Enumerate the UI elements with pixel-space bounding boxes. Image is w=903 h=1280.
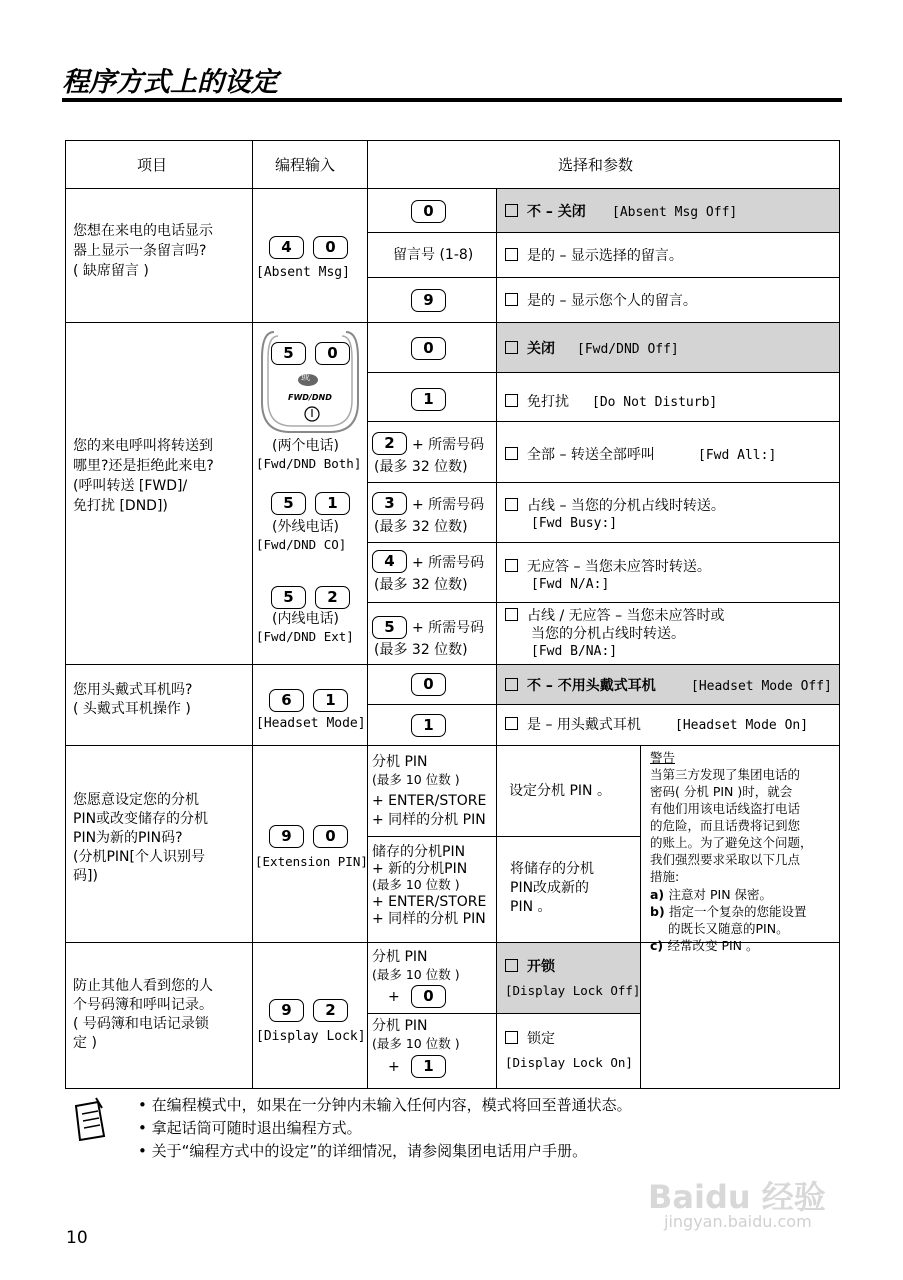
warning-c: c) 经常改变 PIN 。 <box>650 938 759 953</box>
checkbox-icon <box>505 717 518 730</box>
note-line: • 关于“编程方式中的设定”的详细情况，请参阅集团电话用户手册。 <box>138 1142 588 1160</box>
plus-number: + 所需号码 <box>412 437 485 453</box>
max-digits: (最多 32 位数) <box>374 577 468 593</box>
pin-input-line: (最多 10 位数 ) <box>372 772 460 787</box>
key-9: 9 <box>411 289 446 312</box>
key-4: 4 <box>269 236 304 259</box>
code-fwd-bna: [Fwd B/NA:] <box>531 644 618 659</box>
option-lock-on: 锁定 <box>505 1030 555 1048</box>
lock-pin-label: 分机 PIN <box>372 949 428 965</box>
input-msg-number: 留言号 (1-8) <box>393 247 474 263</box>
option-fwd-na: 无应答 – 当您未应答时转送。 <box>505 558 711 576</box>
option-dnd: 免打扰 <box>505 393 569 411</box>
code-display-lock: [Display Lock] <box>256 1029 366 1044</box>
key-3: 3 <box>372 492 407 515</box>
row3-item-line: ( 头戴式耳机操作 ) <box>73 701 191 717</box>
key-0: 0 <box>411 985 446 1008</box>
checkbox-icon <box>505 248 518 261</box>
row4-item-line: 您愿意设定您的分机 <box>73 792 199 808</box>
warning-b-line2: 的既长又随意的PIN。 <box>668 921 789 936</box>
pin-input-line: 分机 PIN <box>372 754 428 770</box>
change-pin-desc: PIN改成新的 <box>510 880 590 896</box>
note-icon <box>68 1096 112 1144</box>
row3-item-line: 您用头戴式耳机吗? <box>73 682 193 698</box>
option-lock-off: 开锁 <box>505 958 555 976</box>
option-fwd-bna: 占线 / 无应答 – 当您未应答时或 <box>505 607 725 625</box>
plus-number: + 所需号码 <box>412 497 485 513</box>
or-label: 或 <box>301 373 311 383</box>
key-0: 0 <box>411 337 446 360</box>
key-5: 5 <box>271 586 306 609</box>
row4-item-line: (分机PIN[个人识别号 <box>73 849 205 865</box>
code-headset: [Headset Mode] <box>256 716 366 731</box>
row5-item-line: 防止其他人看到您的人 <box>73 978 213 994</box>
key-0: 0 <box>411 200 446 223</box>
checkbox-icon <box>505 678 518 691</box>
row4-item-line: 码]) <box>73 868 98 884</box>
warning-a: a) 注意对 PIN 保密。 <box>650 887 773 902</box>
code-fwd-busy: [Fwd Busy:] <box>531 516 618 531</box>
max-digits: (最多 32 位数) <box>374 459 468 475</box>
lock-pin-max: (最多 10 位数 ) <box>372 967 460 982</box>
key-1: 1 <box>411 714 446 737</box>
warning-line: 密码( 分机 PIN )时，就会 <box>650 784 793 799</box>
warning-line: 措施: <box>650 869 680 884</box>
page-title: 程序方式上的设定 <box>62 67 278 98</box>
max-digits: (最多 32 位数) <box>374 642 468 658</box>
ext-label: (内线电话) <box>272 611 339 627</box>
row4-item-line: PIN为新的PIN码? <box>73 830 183 846</box>
checkbox-icon <box>505 608 518 621</box>
checkbox-icon <box>505 204 518 217</box>
code-fwd-off: [Fwd/DND Off] <box>577 342 679 357</box>
title-rule <box>62 98 842 102</box>
warning-b: b) 指定一个复杂的您能设置 <box>650 904 807 919</box>
lock-pin-label: 分机 PIN <box>372 1018 428 1034</box>
plus-sign: + <box>388 1059 400 1075</box>
code-fwd-both: [Fwd/DND Both] <box>256 456 362 471</box>
page-number: 10 <box>66 1228 88 1248</box>
checkbox-icon <box>505 394 518 407</box>
header-input: 编程输入 <box>275 156 336 174</box>
key-5: 5 <box>271 492 306 515</box>
code-fwd-co: [Fwd/DND CO] <box>256 537 347 552</box>
checkbox-icon <box>505 293 518 306</box>
row4-item-line: PIN或改变储存的分机 <box>73 811 209 827</box>
key-5: 5 <box>271 342 306 365</box>
pin-change-line: + 同样的分机 PIN <box>372 911 486 927</box>
key-1: 1 <box>315 492 350 515</box>
header-options: 选择和参数 <box>558 156 634 174</box>
row1-item-line: 您想在来电的电话显示 <box>73 223 213 239</box>
key-2: 2 <box>313 999 348 1022</box>
option-fwd-busy: 占线 – 当您的分机占线时转送。 <box>505 497 725 515</box>
pin-change-line: 储存的分机PIN <box>372 844 466 860</box>
code-lock-on: [Display Lock On] <box>505 1055 633 1070</box>
key-5: 5 <box>372 616 407 639</box>
warning-line: 当第三方发现了集团电话的 <box>650 767 801 782</box>
option-headset-on: 是 – 用头戴式耳机 <box>505 716 641 734</box>
option-fwd-all: 全部 – 转送全部呼叫 <box>505 446 655 464</box>
code-headset-on: [Headset Mode On] <box>675 718 809 733</box>
row2-item-line: (呼叫转送 [FWD]/ <box>73 478 188 494</box>
pin-input-line: + ENTER/STORE <box>372 793 487 809</box>
code-fwd-ext: [Fwd/DND Ext] <box>256 629 354 644</box>
option-show-msg: 是的 – 显示选择的留言。 <box>505 247 683 265</box>
both-label: (两个电话) <box>272 438 339 454</box>
checkbox-icon <box>505 341 518 354</box>
pin-change-line: (最多 10 位数 ) <box>372 877 460 892</box>
key-2: 2 <box>372 432 407 455</box>
warning-heading: 警告 <box>650 750 676 765</box>
option-personal-msg: 是的 – 显示您个人的留言。 <box>505 292 697 310</box>
row1-item-line: ( 缺席留言 ) <box>73 263 149 279</box>
warning-line: 的危险，而且话费将记到您 <box>650 818 801 833</box>
default-cell-lock <box>497 943 640 1013</box>
checkbox-icon <box>505 959 518 972</box>
warning-line: 我们强烈要求采取以下几点 <box>650 852 801 867</box>
row2-item-line: 哪里?还是拒绝此来电? <box>73 458 214 474</box>
key-1: 1 <box>313 689 348 712</box>
code-fwd-na: [Fwd N/A:] <box>531 577 610 592</box>
fwd-dnd-label: FWD/DND <box>288 393 332 402</box>
pin-input-line: + 同样的分机 PIN <box>372 812 486 828</box>
change-pin-desc: 将储存的分机 <box>510 861 594 877</box>
key-9: 9 <box>269 825 304 848</box>
note-line: • 拿起话筒可随时退出编程方式。 <box>138 1119 362 1137</box>
row1-item-line: 器上显示一条留言吗? <box>73 243 207 259</box>
watermark-brand: Baidu 经验 <box>648 1178 826 1216</box>
key-9: 9 <box>269 999 304 1022</box>
code-fwd-all: [Fwd All:] <box>698 448 777 463</box>
row2-item-line: 免打扰 [DND]) <box>73 498 168 514</box>
plus-sign: + <box>388 989 400 1005</box>
code-lock-off: [Display Lock Off] <box>505 983 641 998</box>
key-0: 0 <box>313 825 348 848</box>
code-dnd: [Do Not Disturb] <box>592 395 718 410</box>
key-0: 0 <box>313 236 348 259</box>
co-label: (外线电话) <box>272 519 339 535</box>
checkbox-icon <box>505 498 518 511</box>
key-1: 1 <box>411 388 446 411</box>
pin-change-line: + 新的分机PIN <box>372 861 468 877</box>
warning-line: 的账上。为了避免这个问题， <box>650 835 813 850</box>
key-0: 0 <box>411 673 446 696</box>
row5-item-line: 定 ) <box>73 1035 97 1051</box>
set-pin-desc: 设定分机 PIN 。 <box>509 783 611 799</box>
row5-item-line: 个号码簿和呼叫记录。 <box>73 997 213 1013</box>
max-digits: (最多 32 位数) <box>374 519 468 535</box>
code-extension-pin: [Extension PIN] <box>255 854 368 869</box>
change-pin-desc: PIN 。 <box>510 899 552 915</box>
lock-pin-max: (最多 10 位数 ) <box>372 1036 460 1051</box>
code-headset-off: [Headset Mode Off] <box>691 679 832 694</box>
row5-item-line: ( 号码簿和电话记录锁 <box>73 1016 209 1032</box>
key-4: 4 <box>372 550 407 573</box>
row2-item-line: 您的来电呼叫将转送到 <box>73 438 213 454</box>
option-absent-off: 不 – 关闭 <box>505 203 586 221</box>
code-absent-off: [Absent Msg Off] <box>612 205 738 220</box>
warning-line: 有他们用该电话线盗打电话 <box>650 801 801 816</box>
code-absent-msg: [Absent Msg] <box>256 265 350 280</box>
header-item: 项目 <box>137 156 168 174</box>
pin-change-line: + ENTER/STORE <box>372 894 487 910</box>
key-6: 6 <box>269 689 304 712</box>
option-headset-off: 不 – 不用头戴式耳机 <box>505 677 656 695</box>
option-fwd-off: 关闭 <box>505 340 555 358</box>
checkbox-icon <box>505 447 518 460</box>
checkbox-icon <box>505 1031 518 1044</box>
key-2: 2 <box>315 586 350 609</box>
plus-number: + 所需号码 <box>412 555 485 571</box>
key-0: 0 <box>315 342 350 365</box>
checkbox-icon <box>505 559 518 572</box>
plus-number: + 所需号码 <box>412 620 485 636</box>
option-fwd-bna-line2: 当您的分机占线时转送。 <box>531 626 685 642</box>
watermark-url: jingyan.baidu.com <box>664 1212 812 1231</box>
note-line: • 在编程模式中，如果在一分钟内未输入任何内容，模式将回至普通状态。 <box>138 1096 632 1114</box>
key-1: 1 <box>411 1055 446 1078</box>
